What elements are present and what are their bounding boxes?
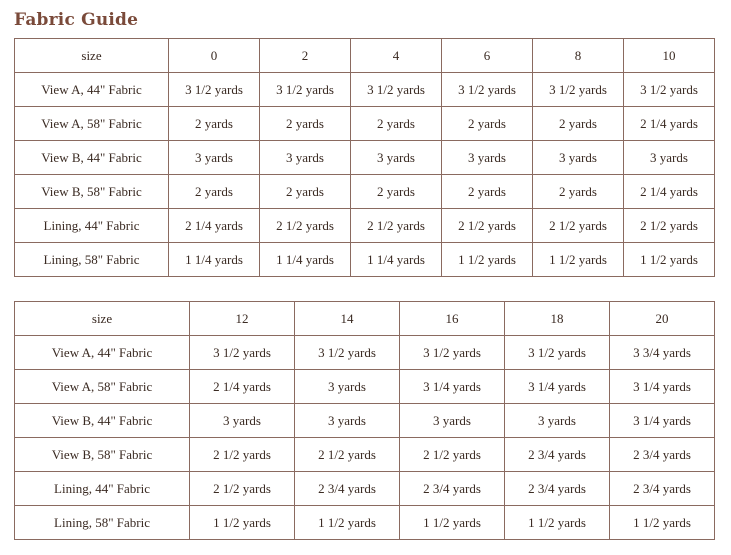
table-row	[15, 404, 715, 438]
yardage-cell: 3 yards	[260, 141, 351, 175]
yardage-cell: 1 1/2 yards	[295, 506, 400, 540]
table-row	[15, 209, 715, 243]
yardage-cell: 2 yards	[260, 107, 351, 141]
yardage-cell: 3 1/4 yards	[610, 370, 715, 404]
yardage-cell: 3 yards	[295, 370, 400, 404]
yardage-cell: 3 yards	[533, 141, 624, 175]
yardage-cell: 3 1/2 yards	[505, 336, 610, 370]
yardage-cell: 3 yards	[295, 404, 400, 438]
row-label: View A, 44" Fabric	[15, 73, 169, 107]
size-header-row	[15, 302, 715, 336]
fabric-table-sizes-12-20	[14, 301, 715, 540]
size-header-cell: 16	[400, 302, 505, 336]
yardage-cell: 1 1/2 yards	[505, 506, 610, 540]
page-title: Fabric Guide	[14, 10, 139, 30]
yardage-cell: 1 1/2 yards	[533, 243, 624, 277]
size-header-cell: 18	[505, 302, 610, 336]
yardage-cell: 2 3/4 yards	[400, 472, 505, 506]
yardage-cell: 2 1/2 yards	[442, 209, 533, 243]
yardage-cell: 3 1/2 yards	[351, 73, 442, 107]
fabric-table-sizes-0-10	[14, 38, 715, 277]
row-label: View A, 58" Fabric	[15, 370, 190, 404]
row-label: View B, 58" Fabric	[15, 438, 190, 472]
yardage-cell: 3 1/2 yards	[190, 336, 295, 370]
size-header-cell: 20	[610, 302, 715, 336]
row-label: Lining, 44" Fabric	[15, 472, 190, 506]
yardage-cell: 3 yards	[505, 404, 610, 438]
row-label: View B, 44" Fabric	[15, 404, 190, 438]
yardage-cell: 3 yards	[190, 404, 295, 438]
yardage-cell: 3 yards	[351, 141, 442, 175]
yardage-cell: 2 yards	[533, 175, 624, 209]
yardage-cell: 3 1/2 yards	[169, 73, 260, 107]
yardage-cell: 2 1/2 yards	[260, 209, 351, 243]
yardage-cell: 3 3/4 yards	[610, 336, 715, 370]
yardage-cell: 2 1/2 yards	[190, 472, 295, 506]
yardage-cell: 3 1/2 yards	[533, 73, 624, 107]
size-header-cell: 4	[351, 39, 442, 73]
table-row	[15, 243, 715, 277]
table-row	[15, 438, 715, 472]
row-label: View B, 44" Fabric	[15, 141, 169, 175]
yardage-cell: 3 1/2 yards	[260, 73, 351, 107]
yardage-cell: 3 1/4 yards	[610, 404, 715, 438]
yardage-cell: 2 yards	[442, 107, 533, 141]
yardage-cell: 2 yards	[351, 107, 442, 141]
size-header-row	[15, 39, 715, 73]
yardage-cell: 2 3/4 yards	[610, 472, 715, 506]
table-row	[15, 370, 715, 404]
yardage-cell: 2 1/4 yards	[624, 107, 715, 141]
yardage-cell: 1 1/2 yards	[400, 506, 505, 540]
yardage-cell: 1 1/2 yards	[442, 243, 533, 277]
size-header-cell: 12	[190, 302, 295, 336]
yardage-cell: 2 1/2 yards	[533, 209, 624, 243]
yardage-cell: 2 1/4 yards	[169, 209, 260, 243]
row-label: Lining, 58" Fabric	[15, 506, 190, 540]
yardage-cell: 2 1/2 yards	[190, 438, 295, 472]
yardage-cell: 1 1/4 yards	[260, 243, 351, 277]
yardage-cell: 3 yards	[442, 141, 533, 175]
row-label: View B, 58" Fabric	[15, 175, 169, 209]
yardage-cell: 3 1/2 yards	[295, 336, 400, 370]
table-row	[15, 73, 715, 107]
yardage-cell: 3 1/4 yards	[505, 370, 610, 404]
yardage-cell: 2 yards	[169, 175, 260, 209]
size-header-cell: 10	[624, 39, 715, 73]
yardage-cell: 2 yards	[442, 175, 533, 209]
yardage-cell: 2 1/2 yards	[351, 209, 442, 243]
yardage-cell: 2 1/4 yards	[624, 175, 715, 209]
size-header-cell: 8	[533, 39, 624, 73]
table-row	[15, 141, 715, 175]
yardage-cell: 2 1/2 yards	[400, 438, 505, 472]
yardage-cell: 2 yards	[169, 107, 260, 141]
yardage-cell: 3 1/4 yards	[400, 370, 505, 404]
yardage-cell: 1 1/2 yards	[624, 243, 715, 277]
yardage-cell: 1 1/2 yards	[610, 506, 715, 540]
size-header-label: size	[15, 39, 169, 73]
yardage-cell: 2 1/2 yards	[295, 438, 400, 472]
yardage-cell: 2 1/2 yards	[624, 209, 715, 243]
table-row	[15, 107, 715, 141]
yardage-cell: 3 yards	[169, 141, 260, 175]
yardage-cell: 1 1/2 yards	[190, 506, 295, 540]
yardage-cell: 3 1/2 yards	[442, 73, 533, 107]
row-label: Lining, 44" Fabric	[15, 209, 169, 243]
yardage-cell: 1 1/4 yards	[169, 243, 260, 277]
size-header-label: size	[15, 302, 190, 336]
yardage-cell: 3 1/2 yards	[624, 73, 715, 107]
row-label: View A, 58" Fabric	[15, 107, 169, 141]
yardage-cell: 1 1/4 yards	[351, 243, 442, 277]
size-header-cell: 14	[295, 302, 400, 336]
row-label: View A, 44" Fabric	[15, 336, 190, 370]
yardage-cell: 3 yards	[400, 404, 505, 438]
size-header-cell: 0	[169, 39, 260, 73]
yardage-cell: 2 1/4 yards	[190, 370, 295, 404]
table-row	[15, 336, 715, 370]
yardage-cell: 2 yards	[533, 107, 624, 141]
row-label: Lining, 58" Fabric	[15, 243, 169, 277]
yardage-cell: 2 3/4 yards	[295, 472, 400, 506]
size-header-cell: 6	[442, 39, 533, 73]
table-row	[15, 175, 715, 209]
size-header-cell: 2	[260, 39, 351, 73]
yardage-cell: 3 yards	[624, 141, 715, 175]
yardage-cell: 2 3/4 yards	[610, 438, 715, 472]
table-row	[15, 506, 715, 540]
yardage-cell: 2 yards	[260, 175, 351, 209]
yardage-cell: 2 3/4 yards	[505, 472, 610, 506]
table-row	[15, 472, 715, 506]
yardage-cell: 2 3/4 yards	[505, 438, 610, 472]
yardage-cell: 3 1/2 yards	[400, 336, 505, 370]
yardage-cell: 2 yards	[351, 175, 442, 209]
